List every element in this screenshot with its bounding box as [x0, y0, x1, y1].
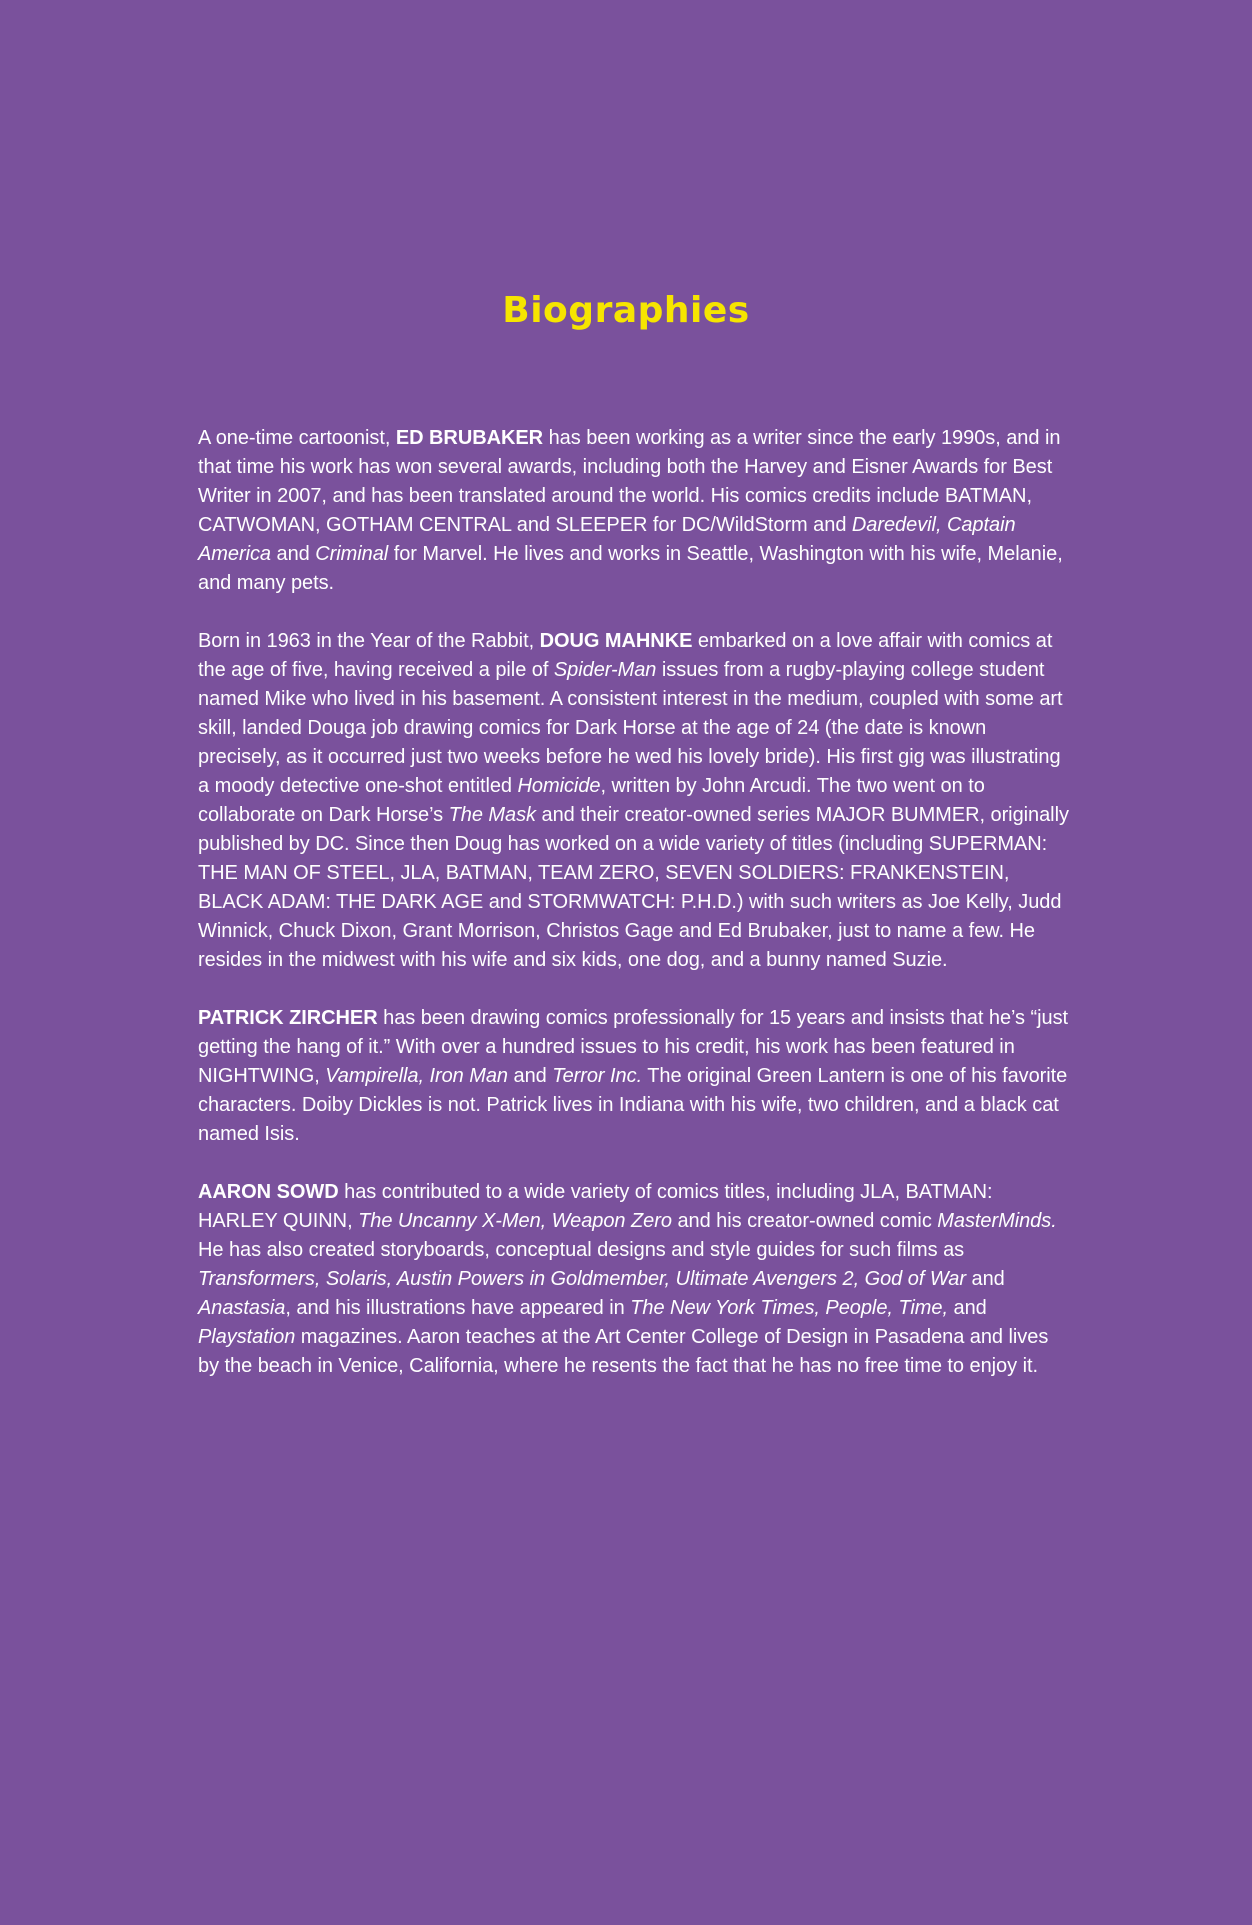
bio-paragraph-patrick-zircher [198, 1004, 1074, 1149]
bio-text: has been working as a writer since the early 1990s, and in that time his work has won several awards, including both the Harvey and Eisner Awards for Best Writer in 2007, and has been translated around the world. His comics credits include BATMAN, CATWOMAN, GOTHAM CENTRAL and SLEEPER for DC/WildStorm and [198, 427, 1061, 536]
bio-paragraph-aaron-sowd [198, 1178, 1074, 1381]
bio-title-italic: Daredevil, Captain America [198, 514, 1016, 565]
bio-title-italic: The New York Times, People, Time, [630, 1297, 948, 1319]
bio-text: , written by John Arcudi. The two went on to collaborate on Dark Horse’s [198, 775, 985, 826]
bio-text: , and his illustrations have appeared in [285, 1297, 631, 1319]
bio-text: for Marvel. He lives and works in Seattle, Washington with his wife, Melanie, and many pets. [198, 543, 1063, 594]
bio-title-italic: Playstation [198, 1326, 296, 1348]
bio-name: AARON SOWD [198, 1181, 339, 1203]
bio-name: PATRICK ZIRCHER [198, 1007, 378, 1029]
bio-text: issues from a rugby-playing college student named Mike who lived in his basement. A consistent interest in the medium, coupled with some art skill, landed Douga job drawing comics for Dark Horse at the age of 24 (the date is known precisely, as it occurred just two weeks before he wed his lovely bride). His first gig was illustrating a moody detective one-shot entitled [198, 659, 1063, 797]
bio-title-italic: MasterMinds. [937, 1210, 1057, 1232]
bio-name: ED BRUBAKER [395, 427, 544, 449]
bio-paragraph-ed-brubaker [198, 424, 1074, 598]
bio-title-italic: Vampirella, Iron Man [325, 1065, 508, 1087]
bio-title-italic: Anastasia [198, 1297, 286, 1319]
bio-text: The original Green Lantern is one of his favorite characters. Doiby Dickles is not. Patrick lives in Indiana with his wife, two children, and a black cat named Isis. [198, 1065, 1068, 1145]
bio-title-italic: The Mask [448, 804, 536, 826]
bio-title-italic: The Uncanny X-Men, Weapon Zero [358, 1210, 672, 1232]
bio-text: has contributed to a wide variety of comics titles, including JLA, BATMAN: HARLEY QUINN, [198, 1181, 993, 1232]
bio-title-italic: Terror Inc. [552, 1065, 643, 1087]
bio-text: and [947, 1297, 987, 1319]
bio-text: has been drawing comics professionally for 15 years and insists that he’s “just getting the hang of it.” With over a hundred issues to his credit, his work has been featured in NIGHTWING, [198, 1007, 1069, 1087]
bio-title-italic: Criminal [315, 543, 389, 565]
bio-text: He has also created storyboards, conceptual designs and style guides for such films as [198, 1239, 965, 1261]
bio-text: magazines. Aaron teaches at the Art Center College of Design in Pasadena and lives by the beach in Venice, California, where he resents the fact that he has no free time to enjoy it. [198, 1326, 1049, 1377]
bio-text: and his creator-owned comic [671, 1210, 938, 1232]
bio-title-italic: Homicide [517, 775, 601, 797]
bio-name: DOUG MAHNKE [539, 630, 693, 652]
bio-text: and their creator-owned series MAJOR BUMMER, originally published by DC. Since then Doug has worked on a wide variety of titles (including SUPERMAN: THE MAN OF STEEL, JLA, BATMAN, TEAM ZERO, SEVEN SOLDIERS: FRANKENSTEIN, BLACK ADAM: THE DARK AGE and STORMWATCH: P.H.D.) with such writers as Joe Kelly, Judd Winnick, Chuck Dixon, Grant Morrison, Christos Gage and Ed Brubaker, just to name a few. He resides in the midwest with his wife and six kids, one dog, and a bunny named Suzie. [198, 804, 1069, 971]
page-title: Biographies [502, 290, 750, 331]
bio-text: Born in 1963 in the Year of the Rabbit, [198, 630, 540, 652]
bio-title-italic: Transformers, Solaris, Austin Powers in Goldmember, Ultimate Avengers 2, God of War [198, 1268, 966, 1290]
bio-text: and [508, 1065, 553, 1087]
bio-paragraph-doug-mahnke [198, 627, 1074, 975]
biographies-body [198, 424, 1074, 1410]
bio-text: A one-time cartoonist, [198, 427, 396, 449]
bio-text: and [271, 543, 316, 565]
bio-title-italic: Spider-Man [553, 659, 657, 681]
bio-text: and [966, 1268, 1005, 1290]
bio-text: embarked on a love affair with comics at the age of five, having received a pile of [198, 630, 1053, 681]
